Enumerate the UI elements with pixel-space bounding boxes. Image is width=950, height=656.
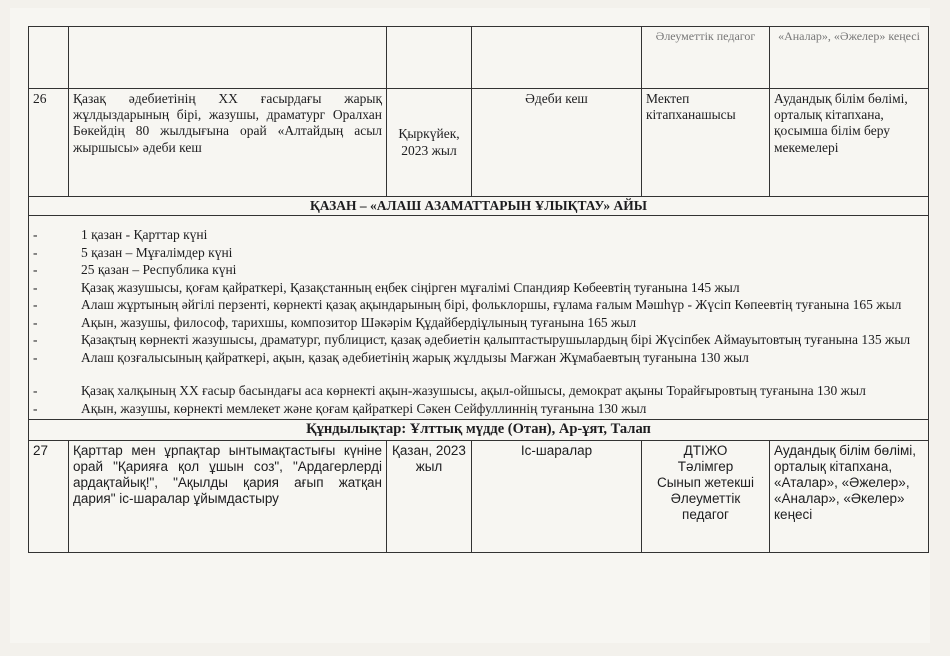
top-row-partners: «Аналар», «Әжелер» кеңесі: [770, 27, 929, 89]
commemoration-item: [33, 382, 924, 400]
bullet-dash: -: [33, 279, 38, 295]
commemoration-text: Алаш қозғалысының қайраткері, ақын, қазақ әдебиетінің жарық жұлдызы Мағжан Жұмабаевтың туғанына 130 жыл: [81, 349, 749, 365]
bullet-dash: -: [33, 244, 38, 260]
commemoration-text: 5 қазан – Мұғалімдер күні: [81, 244, 233, 260]
responsible-line: Әлеуметтік педагог: [670, 491, 741, 523]
commemoration-text: Ақын, жазушы, философ, тарихшы, композитор Шәкәрім Құдайбердіұлының туғанына 165 жыл: [81, 314, 637, 330]
commemoration-item: [33, 331, 924, 349]
bullet-dash: -: [33, 297, 38, 313]
event-title: Қазақ әдебиетінің ХХ ғасырдағы жарық жұлдыздарының бірі, жазушы, драматург Оралхан Бөкейдің 80 жылдығына орай «Алтайдың асыл жыршысы» әдеби кеш: [69, 89, 387, 197]
event-partners: Аудандық білім бөлімі, орталық кітапхана, қосымша білім беру мекемелері: [770, 89, 929, 197]
event-form: Іс-шаралар: [472, 440, 642, 552]
plan-table: [28, 26, 929, 553]
responsible-line: Тәлімгер: [677, 458, 734, 474]
commemoration-item: [33, 296, 924, 314]
bullets-row: [29, 216, 929, 420]
responsible-line: ДТІЖО: [683, 442, 728, 458]
commemoration-item: [33, 279, 924, 297]
commemoration-item: [33, 261, 924, 279]
event-partners: Аудандық білім бөлімі, орталық кітапхана, «Аталар», «Әжелер», «Аналар», «Әкелер» кеңесі: [770, 440, 929, 552]
bullet-dash: -: [33, 262, 38, 278]
commemoration-item: [33, 226, 924, 244]
values-row: [29, 420, 929, 440]
event-date: Қыркүйек, 2023 жыл: [387, 89, 472, 197]
top-row-responsible: Әлеуметтік педагог: [642, 27, 770, 89]
bullet-dash: -: [33, 227, 38, 243]
row-number: 27: [29, 440, 69, 552]
plan-table-sheet: [28, 26, 928, 553]
month-header-row: [29, 197, 929, 216]
event-form: Әдеби кеш: [472, 89, 642, 197]
commemoration-item: [33, 349, 924, 367]
commemoration-item: [33, 244, 924, 262]
bullet-dash: -: [33, 349, 38, 365]
commemoration-text: Қазақ жазушысы, қоғам қайраткері, Қазақстанның еңбек сіңірген мұғалімі Спандияр Көбеевтің туғанына 145 жыл: [81, 279, 740, 295]
values-heading: Құндылықтар: Ұлттық мүдде (Отан), Ар-ұят, Талап: [29, 420, 929, 440]
commemoration-text: Қазақ халқының XX ғасыр басындағы аса көрнекті ақын-жазушысы, ақыл-ойшысы, демократ ақыны Торайғыровтың туғанына 130 жыл: [81, 383, 866, 399]
bullet-dash: -: [33, 400, 38, 416]
table-row-continued: [29, 27, 929, 89]
event-title: Қарттар мен ұрпақтар ынтымақтастығы күніне орай "Қарияға қол ұшын соз", "Ардагерлерді ардақтайық!", "Ақылды қария ағып жатқан дария" іс-шаралар ұйымдастыру: [69, 440, 387, 552]
commemoration-text: 1 қазан - Қарттар күні: [81, 227, 208, 243]
commemoration-text: Алаш жұртының әйгілі перзенті, көрнекті қазақ ақындарының бірі, фольклоршы, ғұлама ғалым Мәшһүр - Жүсіп Көпеевтің туғанына 165 жыл: [81, 297, 902, 313]
event-responsible: [642, 440, 770, 552]
table-row-26: [29, 89, 929, 197]
commemoration-text: 25 қазан – Республика күні: [81, 262, 237, 278]
commemoration-item: [33, 314, 924, 332]
table-row-27: [29, 440, 929, 552]
commemoration-text: Ақын, жазушы, көрнекті мемлекет және қоғам қайраткері Сәкен Сейфуллиннің туғанына 130 жыл: [81, 400, 647, 416]
bullet-dash: -: [33, 383, 38, 399]
document-page: [10, 8, 930, 643]
responsible-line: Сынып жетекші: [656, 474, 755, 490]
bullet-dash: -: [33, 314, 38, 330]
row-number: 26: [29, 89, 69, 197]
bullet-dash: -: [33, 332, 38, 348]
event-responsible: Мектеп кітапханашысы: [642, 89, 770, 197]
event-date: Қазан, 2023 жыл: [387, 440, 472, 552]
commemoration-list: [33, 226, 924, 417]
month-header: ҚАЗАН – «АЛАШ АЗАМАТТАРЫН ҰЛЫҚТАУ» АЙЫ: [29, 197, 929, 216]
commemoration-text: Қазақтың көрнекті жазушысы, драматург, публицист, қазақ әдебиетін қалыптастырушылардың бірі Жүсіпбек Аймауытовтың туғанына 135 жыл: [81, 332, 911, 348]
commemoration-item: [33, 400, 924, 418]
